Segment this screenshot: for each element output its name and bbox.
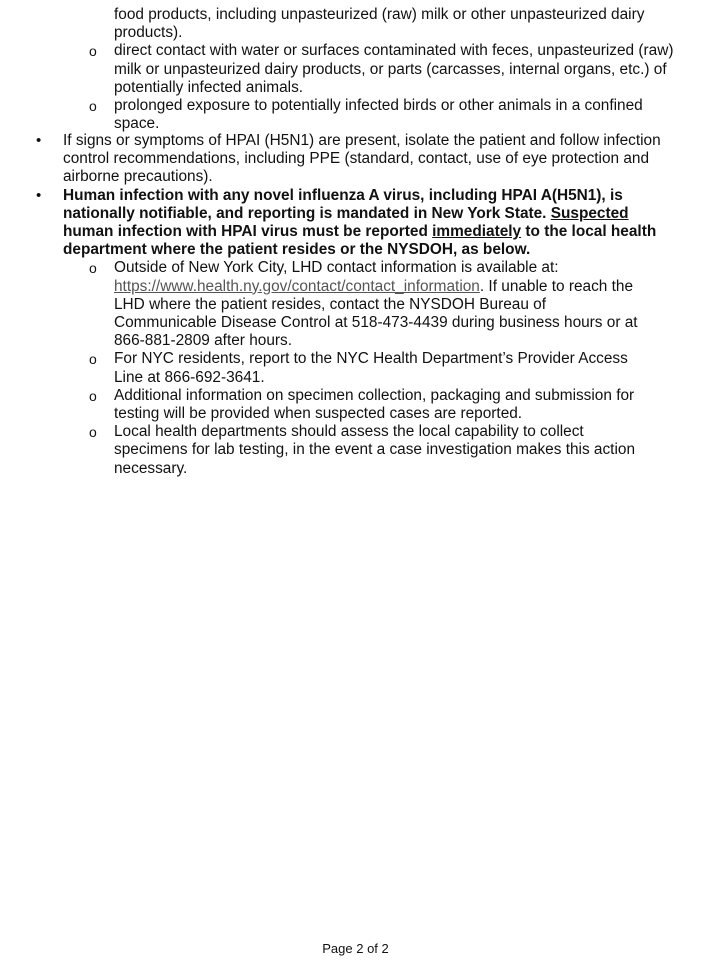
sub-bullet-marker: o <box>89 98 97 115</box>
list-item <box>0 259 681 350</box>
list-item <box>0 350 681 386</box>
outside-nyc-prefix: Outside of New York City, LHD contact information is available at: <box>114 259 559 277</box>
nyc-residents-text: For NYC residents, report to the NYC Health Department’s Provider Access Line at 866-692-3641. <box>114 350 628 386</box>
bullet-reporting <box>0 187 711 478</box>
sub-item-text: food products, including unpasteurized (raw) milk or other unpasteurized dairy products). <box>114 6 645 42</box>
list-item <box>0 97 711 133</box>
bullet-marker: • <box>36 132 42 149</box>
sub-bullet-marker: o <box>89 260 97 277</box>
isolation-text: If signs or symptoms of HPAI (H5N1) are present, isolate the patient and follow infection control recommendations, including PPE (standard, contact, use of eye protection and airborne precautions). <box>63 132 661 186</box>
list-item <box>0 423 681 478</box>
continued-sub-list <box>0 6 711 133</box>
sub-bullet-marker: o <box>89 43 97 60</box>
specimen-info-text: Additional information on specimen collection, packaging and submission for testing will be provided when suspected cases are reported. <box>114 386 635 423</box>
page-number-footer: Page 2 of 2 <box>322 941 389 956</box>
main-bullet-list <box>0 132 711 478</box>
reporting-sub-list <box>0 259 681 477</box>
sub-item-text: prolonged exposure to potentially infected birds or other animals in a confined space. <box>114 97 643 133</box>
sub-bullet-marker: o <box>89 424 97 441</box>
lhd-capability-text: Local health departments should assess the local capability to collect specimens for lab testing, in the event a case investigation makes this action necessary. <box>114 423 635 477</box>
reporting-text-part2: human infection with HPAI virus must be reported <box>63 223 433 241</box>
sub-bullet-marker: o <box>89 351 97 368</box>
reporting-text-part1: Human infection with any novel influenza A virus, including HPAI A(H5N1), is nationally notifiable, and reporting is mandated in New York State. <box>63 186 623 222</box>
lhd-contact-link[interactable]: https://www.health.ny.gov/contact/contact_information <box>114 277 480 295</box>
list-item <box>0 387 681 423</box>
suspected-underlined: Suspected <box>550 204 629 222</box>
bullet-marker: • <box>36 186 42 204</box>
immediately-underlined: immediately <box>432 223 522 241</box>
bullet-isolation <box>0 132 711 187</box>
list-item <box>0 42 711 97</box>
reporting-text <box>63 187 656 259</box>
outside-nyc-text <box>114 259 638 349</box>
outside-nyc-suffix: . If unable to reach the LHD where the patient resides, contact the NYSDOH Bureau of Communicable Disease Control at 518-473-4439 during business hours or at 866-881-2809 after hours. <box>114 277 638 350</box>
sub-item-text: direct contact with water or surfaces contaminated with feces, unpasteurized (raw) milk or unpasteurized dairy products, or parts (carcasses, internal organs, etc.) of potentially infected animals. <box>114 42 674 96</box>
sub-bullet-marker: o <box>89 387 97 404</box>
reporting-text-part3: to the local health department where the patient resides or the NYSDOH, as below. <box>63 223 657 259</box>
list-item <box>0 6 711 42</box>
